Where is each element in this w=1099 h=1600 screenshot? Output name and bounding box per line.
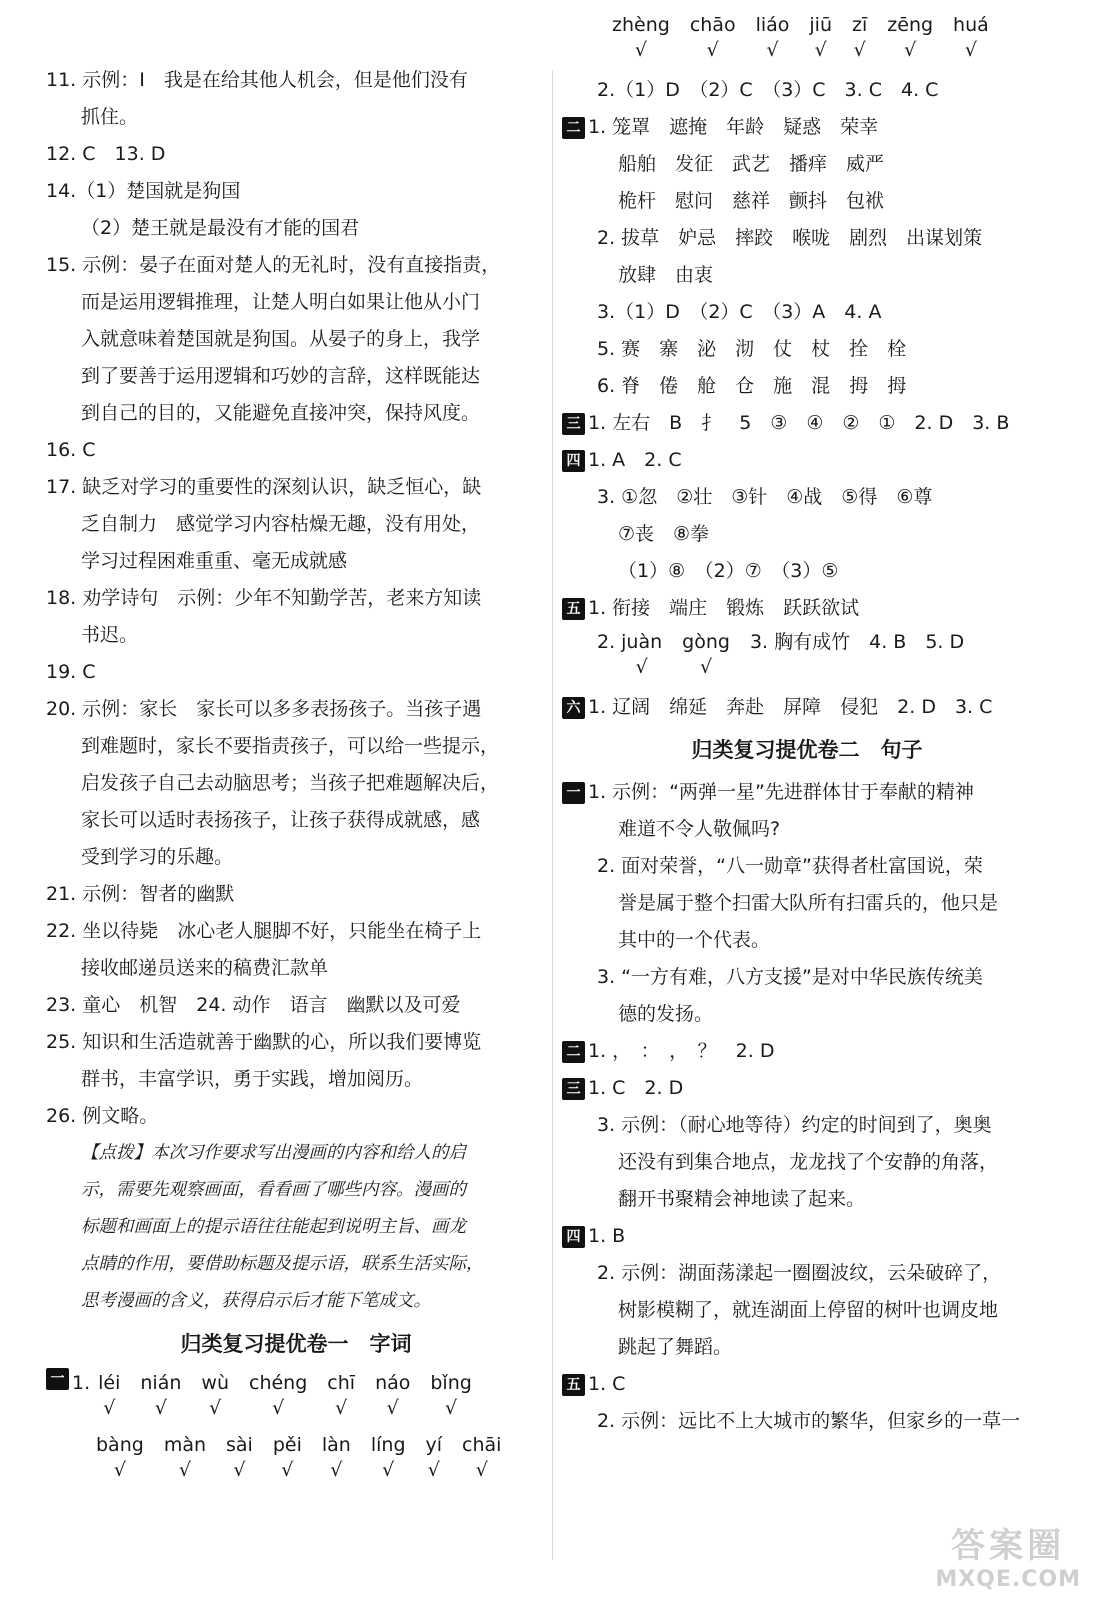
check-icon: √: [178, 1459, 191, 1481]
pinyin-item: líng √: [371, 1430, 406, 1486]
part-four-line3: ⑦丧 ⑧拳: [618, 523, 710, 545]
section-badge-four: 四: [562, 1226, 585, 1248]
answer-15-line3: 入就意味着楚国就是狗国。从晏子的身上，我学: [81, 328, 481, 350]
part-three-line1: 三 1. 左右 B 扌 5 ③ ④ ② ① 2. D 3. B: [562, 405, 1052, 442]
part-two-line1: 二 1. 笼罩 遮掩 年龄 疑惑 荣幸: [562, 109, 1052, 146]
pinyin-item: zēng √: [887, 10, 933, 66]
pinyin-row-3: [562, 10, 1052, 72]
check-icon: √: [233, 1459, 246, 1481]
section-badge-two: 二: [562, 117, 585, 139]
s2-part-two-line1: 二 1. ， ： ， ？ 2. D: [562, 1033, 1052, 1070]
s2-part-four-line4: 跳起了舞蹈。: [618, 1336, 733, 1358]
s2-part-one-line2: 难道不令人敬佩吗?: [618, 818, 781, 840]
s2-part-three-line3: 还没有到集合地点，龙龙找了个安静的角落，: [618, 1151, 999, 1173]
section-badge-five: 五: [562, 598, 585, 620]
answer-15-line1: 15. 示例：晏子在面对楚人的无礼时，没有直接指责，: [46, 254, 501, 276]
part-two-line6: 3.（1）D （2）C （3）A 4. A: [597, 301, 882, 323]
answer-17-line2: 乏自制力 感觉学习内容枯燥无趣，没有用处，: [81, 513, 481, 535]
part-two-line2: 船舶 发征 武艺 播痒 威严: [618, 153, 885, 175]
check-icon: √: [634, 39, 647, 61]
pinyin-item: jiū √: [809, 10, 832, 66]
check-icon: √: [766, 39, 779, 61]
pinyin-item: bàng √: [96, 1430, 144, 1486]
pinyin-item: wù √: [201, 1368, 229, 1424]
right-column: [562, 10, 1052, 1440]
check-icon: √: [209, 1397, 222, 1419]
section-badge-one: 一: [562, 782, 585, 804]
answer-14-line1: 14.（1）楚国就是狗国: [46, 180, 241, 202]
part-six-line1: 六 1. 辽阔 绵延 奔赴 屏障 侵犯 2. D 3. C: [562, 689, 1052, 726]
answer-15-line4: 到了要善于运用逻辑和巧妙的言辞，这样既能达: [81, 365, 481, 387]
pinyin-item: liáo √: [756, 10, 790, 66]
tip-line2: 示，需要先观察画面，看看画了哪些内容。漫画的: [81, 1180, 466, 1200]
answer-17-line1: 17. 缺乏对学习的重要性的深刻认识，缺乏恒心，缺: [46, 476, 482, 498]
pinyin-item: bǐng √: [430, 1368, 471, 1424]
part-four-line2: 3. ①忽 ②壮 ③针 ④战 ⑤得 ⑥尊: [597, 486, 933, 508]
pinyin-item: huá √: [953, 10, 989, 66]
check-icon: √: [427, 1459, 440, 1481]
part-four-line1: 四 1. A 2. C: [562, 442, 1052, 479]
answer-22-line1: 22. 坐以待毙 冰心老人腿脚不好，只能坐在椅子上: [46, 920, 482, 942]
check-icon: √: [706, 39, 719, 61]
check-icon: √: [445, 1397, 458, 1419]
section-title-1: 归类复习提优卷一 字词: [180, 1332, 412, 1356]
answer-22-line2: 接收邮递员送来的稿费汇款单: [81, 957, 329, 979]
pinyin-item: chī √: [327, 1368, 355, 1424]
pinyin-q1-num: 1.: [72, 1372, 91, 1394]
answer-20-line2: 到难题时，家长不要指责孩子，可以给一些提示，: [81, 735, 500, 757]
section-badge-two: 二: [562, 1041, 585, 1063]
s2-part-one-line6: 3. “一方有难，八方支援”是对中华民族传统美: [597, 966, 983, 988]
section-badge-five: 五: [562, 1374, 585, 1396]
watermark-logo: 答案圈 MXQE.COM: [935, 1526, 1081, 1592]
pinyin-item: màn √: [164, 1430, 206, 1486]
answer-23-24: 23. 童心 机智 24. 动作 语言 幽默以及可爱: [46, 994, 461, 1016]
answer-25-line2: 群书，丰富学识，勇于实践，增加阅历。: [81, 1068, 424, 1090]
check-icon: √: [964, 39, 977, 61]
pinyin-item: nián √: [140, 1368, 181, 1424]
section-badge-one: 一: [46, 1368, 69, 1390]
pinyin-item: léi √: [98, 1368, 120, 1424]
section-badge-six: 六: [562, 697, 585, 719]
pinyin-item: làn √: [322, 1430, 351, 1486]
tip-line3: 标题和画面上的提示语往往能起到说明主旨、画龙: [81, 1217, 466, 1237]
answer-26: 26. 例文略。: [46, 1105, 159, 1127]
s2-part-one-line7: 德的发扬。: [618, 1003, 714, 1025]
tip-line1: 【点拨】本次习作要求写出漫画的内容和给人的启: [81, 1143, 466, 1163]
pinyin-item: chāi √: [462, 1430, 501, 1486]
pinyin-item: yí √: [426, 1430, 443, 1486]
s2-part-four-line1: 四 1. B: [562, 1218, 1052, 1255]
check-icon: √: [113, 1459, 126, 1481]
answer-21: 21. 示例：智者的幽默: [46, 883, 235, 905]
part-two-line7: 5. 赛 寨 泌 沏 仗 杖 拴 栓: [597, 338, 907, 360]
answer-18-line1: 18. 劝学诗句 示例：少年不知勤学苦，老来方知读: [46, 587, 482, 609]
answer-20-line1: 20. 示例：家长 家长可以多多表扬孩子。当孩子遇: [46, 698, 482, 720]
s2-part-one-line1: 一 1. 示例：“两弹一星”先进群体甘于奉献的精神: [562, 774, 1052, 811]
part-two-line3: 桅杆 慰问 慈祥 颤抖 包袱: [618, 190, 885, 212]
check-icon: √: [382, 1459, 395, 1481]
pinyin-item: pěi √: [273, 1430, 302, 1486]
answer-11-line2: 抓住。: [81, 106, 139, 128]
section-badge-four: 四: [562, 450, 585, 472]
tip-line4: 点睛的作用，要借助标题及提示语，联系生活实际，: [81, 1254, 484, 1274]
s2-part-one-line5: 其中的一个代表。: [618, 929, 771, 951]
check-icon: √: [330, 1459, 343, 1481]
answer-18-line2: 书迟。: [81, 624, 139, 646]
check-icon: √: [853, 39, 866, 61]
part-five-line1: 五 1. 衔接 端庄 锻炼 跃跃欲试: [562, 590, 1052, 627]
s2-part-three-line1: 三 1. C 2. D: [562, 1070, 1052, 1107]
answer-14-line2: （2）楚王就是最没有才能的国君: [81, 217, 360, 239]
answer-25-line1: 25. 知识和生活造就善于幽默的心，所以我们要博览: [46, 1031, 482, 1053]
section-badge-three: 三: [562, 1078, 585, 1100]
section-badge-three: 三: [562, 413, 585, 435]
s2-part-three-line4: 翻开书聚精会神地读了起来。: [618, 1188, 866, 1210]
answer-20-line3: 启发孩子自己去动脑思考；当孩子把难题解决后，: [81, 772, 500, 794]
check-icon: √: [904, 39, 917, 61]
answer-15-line5: 到自己的目的，又能避免直接冲突，保持风度。: [81, 402, 481, 424]
pinyin-item: zhèng √: [612, 10, 670, 66]
answer-11-line1: 11. 示例：I 我是在给其他人机会，但是他们没有: [46, 69, 468, 91]
pinyin-row-1: [46, 1368, 546, 1430]
answer-17-line3: 学习过程困难重重、毫无成就感: [81, 550, 348, 572]
pinyin-item: náo √: [375, 1368, 410, 1424]
check-icon: √: [700, 656, 713, 678]
check-icon: √: [335, 1397, 348, 1419]
pinyin-row-2: [46, 1430, 546, 1492]
answer-20-line5: 受到学习的乐趣。: [81, 846, 234, 868]
answer-20-line4: 家长可以适时表扬孩子，让孩子获得成就感，感: [81, 809, 481, 831]
check-icon: √: [635, 656, 648, 678]
pinyin-item: chéng √: [249, 1368, 307, 1424]
part-two-line8: 6. 脊 倦 舱 仓 施 混 拇 拇: [597, 375, 907, 397]
s2-part-four-line2: 2. 示例：湖面荡漾起一圈圈波纹，云朵破碎了，: [597, 1262, 1002, 1284]
check-icon: √: [386, 1397, 399, 1419]
answer-19: 19. C: [46, 661, 96, 683]
s2-part-four-line3: 树影模糊了，就连湖面上停留的树叶也调皮地: [618, 1299, 999, 1321]
check-icon: √: [814, 39, 827, 61]
pinyin-item: zī √: [852, 10, 867, 66]
check-icon: √: [103, 1397, 116, 1419]
pinyin-item: sài √: [226, 1430, 253, 1486]
check-icon: √: [272, 1397, 285, 1419]
column-divider: [552, 70, 553, 1560]
part-four-line4: （1）⑧ （2）⑦ （3）⑤: [618, 560, 839, 582]
s2-part-five-line1: 五 1. C: [562, 1366, 1052, 1403]
check-icon: √: [475, 1459, 488, 1481]
answer-12-13: 12. C 13. D: [46, 143, 166, 165]
part-two-line5: 放肆 由衷: [618, 264, 714, 286]
s2-part-one-line4: 誉是属于整个扫雷大队所有扫雷兵的，他只是: [618, 892, 999, 914]
left-column: [46, 62, 546, 1492]
answer-15-line2: 而是运用逻辑推理，让楚人明白如果让他从小门: [81, 291, 481, 313]
s2-part-three-line2: 3. 示例：（耐心地等待）约定的时间到了，奥奥: [597, 1114, 992, 1136]
part-five-line2: 2. juàn √ gòng √ 3. 胸有成竹 4. B 5. D: [562, 627, 1052, 689]
pinyin-item: juàn √: [621, 627, 662, 683]
tip-line5: 思考漫画的含义，获得启示后才能下笔成文。: [81, 1291, 431, 1311]
s2-part-five-line2: 2. 示例：远比不上大城市的繁华，但家乡的一草一: [597, 1410, 1021, 1432]
pinyin-item: gòng √: [682, 627, 730, 683]
check-icon: √: [281, 1459, 294, 1481]
pinyin-item: chāo √: [690, 10, 736, 66]
section-title-2: 归类复习提优卷二 句子: [691, 738, 923, 762]
part-two-line4: 2. 拔草 妒忌 摔跤 喉咙 剧烈 出谋划策: [597, 227, 983, 249]
answer-1-2: 2.（1）D （2）C （3）C 3. C 4. C: [597, 79, 939, 101]
check-icon: √: [154, 1397, 167, 1419]
answer-16: 16. C: [46, 439, 96, 461]
s2-part-one-line3: 2. 面对荣誉，“八一勋章”获得者杜富国说，荣: [597, 855, 983, 877]
